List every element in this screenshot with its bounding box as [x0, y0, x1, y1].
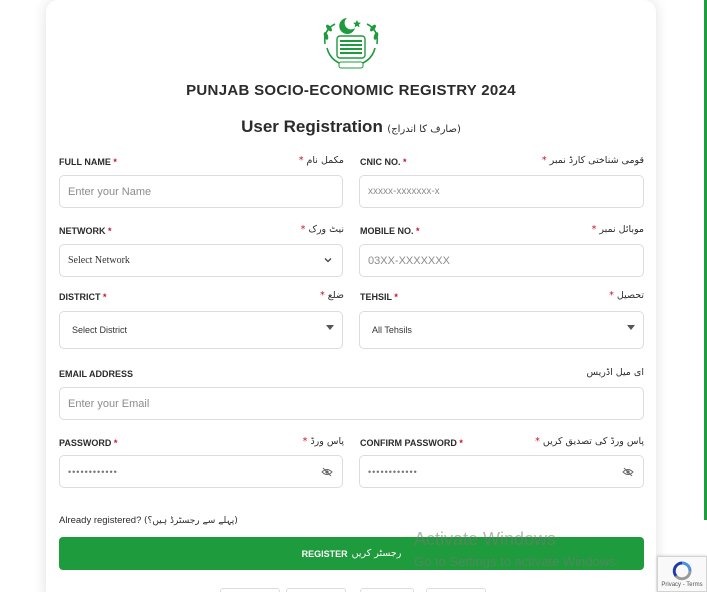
password-label-ur: پاس ورڈ *	[302, 436, 344, 447]
already-registered-text-ur: (پہلے سے رجسٹرڈ ہیں؟)	[144, 516, 238, 526]
network-select[interactable]	[59, 244, 343, 277]
network-label-ur: نیٹ ورک *	[300, 224, 344, 235]
district-label: DISTRICT *	[59, 292, 107, 302]
page-title-ur: (صارف کا اندراج)	[387, 124, 461, 135]
confirm-password-label: CONFIRM PASSWORD *	[360, 438, 463, 448]
district-select-value: Select District	[72, 325, 128, 335]
mobile-placeholder: 03XX-XXXXXXX	[368, 254, 450, 267]
network-label: NETWORK *	[59, 226, 112, 236]
email-placeholder: Enter your Email	[68, 397, 150, 410]
mobile-label-ur: موبائل نمبر *	[591, 224, 644, 235]
activate-windows-title: Activate Windows	[414, 529, 557, 549]
footer-stub	[360, 588, 414, 592]
email-label: EMAIL ADDRESS	[59, 369, 134, 379]
confirm-password-input[interactable]	[359, 455, 644, 488]
password-value: ••••••••••••	[68, 466, 118, 477]
eye-slash-icon[interactable]	[622, 466, 634, 478]
confirm-password-value: ••••••••••••	[368, 466, 418, 477]
cnic-label: CNIC NO. *	[360, 157, 407, 167]
footer-stub	[220, 588, 280, 592]
recaptcha-badge[interactable]	[657, 556, 707, 592]
recaptcha-icon	[671, 561, 693, 581]
org-title: PUNJAB SOCIO-ECONOMIC REGISTRY 2024	[186, 82, 516, 99]
cnic-placeholder: xxxxx-xxxxxxx-x	[368, 186, 440, 197]
caret-down-icon	[627, 325, 635, 330]
eye-slash-icon[interactable]	[321, 466, 333, 478]
page-title-en: User Registration	[241, 117, 383, 136]
district-select[interactable]	[59, 311, 343, 349]
tehsil-label: TEHSIL *	[360, 292, 398, 302]
cnic-label-ur: قومی شناختی کارڈ نمبر *	[541, 155, 644, 166]
email-input[interactable]	[59, 387, 644, 420]
email-label-ur: ای میل اڈریس	[586, 367, 644, 378]
recaptcha-text: Privacy - Terms	[661, 582, 703, 588]
network-select-value: Select Network	[68, 255, 130, 266]
full-name-label-ur: مکمل نام *	[298, 155, 344, 166]
password-input[interactable]	[59, 455, 343, 488]
full-name-label: FULL NAME *	[59, 157, 117, 167]
mobile-label: MOBILE NO. *	[360, 226, 420, 236]
cnic-input[interactable]	[359, 175, 644, 208]
tehsil-select-value: All Tehsils	[372, 325, 412, 335]
register-button-label-ur: رجسٹر کریں	[351, 548, 402, 559]
footer-stub	[426, 588, 486, 592]
tehsil-label-ur: تحصیل *	[609, 290, 644, 301]
confirm-password-label-ur: پاس ورڈ کی تصدیق کریں *	[535, 436, 644, 447]
mobile-input[interactable]	[359, 244, 644, 277]
tehsil-select[interactable]	[359, 311, 644, 349]
activate-windows-subtitle: Go to Settings to activate Windows.	[414, 554, 620, 569]
register-button-label: REGISTER	[301, 548, 348, 559]
full-name-input[interactable]	[59, 175, 343, 208]
page-title	[46, 117, 656, 137]
full-name-placeholder: Enter your Name	[68, 185, 152, 198]
caret-down-icon	[326, 325, 334, 330]
footer-stub	[286, 588, 346, 592]
district-label-ur: ضلع *	[319, 290, 344, 301]
already-registered-text: Already registered?	[59, 515, 142, 526]
chevron-down-icon	[323, 255, 333, 265]
punjab-government-emblem-icon	[317, 14, 385, 72]
password-label: PASSWORD *	[59, 438, 118, 448]
already-registered-link[interactable]	[59, 515, 238, 526]
